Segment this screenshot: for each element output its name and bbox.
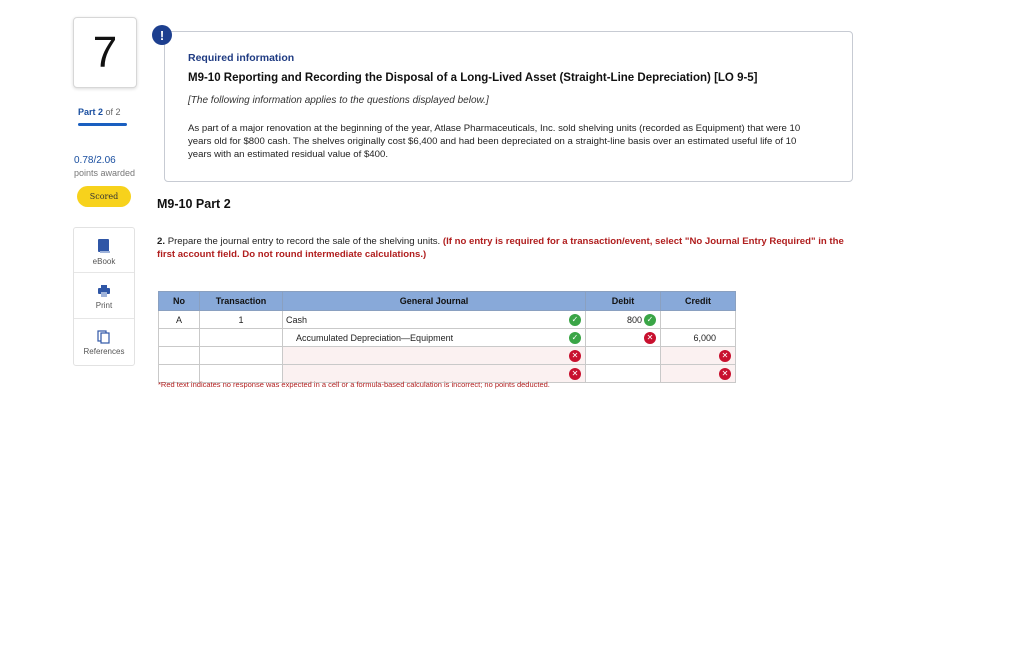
header-no: No	[159, 292, 200, 311]
header-general-journal: General Journal	[283, 292, 586, 311]
part-label-suffix: of 2	[105, 107, 121, 117]
table-row	[159, 311, 736, 329]
account-select[interactable]	[283, 347, 586, 365]
credit-input[interactable]	[661, 311, 736, 329]
references-button[interactable]	[74, 330, 134, 356]
question-number: 7	[73, 17, 137, 88]
cross-icon: ✕	[644, 332, 656, 344]
points-value: 0.78/2.06	[74, 155, 116, 166]
cross-icon: ✕	[719, 350, 731, 362]
part-label-prefix: Part 2	[78, 107, 104, 117]
debit-input[interactable]	[586, 347, 661, 365]
red-text-footnote: *Red text indicates no response was expected in a cell or a formula-based calculation is incorrect; no points deducted.	[158, 380, 550, 389]
alert-icon: !	[152, 25, 172, 45]
account-name: Cash	[286, 315, 308, 325]
printer-icon	[97, 284, 111, 298]
question-text: Prepare the journal entry to record the sale of the shelving units.	[167, 236, 441, 247]
check-icon: ✓	[569, 332, 581, 344]
required-information-heading: Required information	[188, 52, 295, 64]
credit-value: 6,000	[693, 333, 716, 343]
row-no	[159, 347, 200, 365]
applies-note: [The following information applies to the questions displayed below.]	[188, 95, 489, 106]
scored-badge: Scored	[77, 186, 131, 207]
credit-input[interactable]	[661, 329, 736, 347]
check-icon: ✓	[569, 314, 581, 326]
part-progress-bar	[78, 123, 127, 126]
journal-header-row	[159, 292, 736, 311]
header-transaction: Transaction	[200, 292, 283, 311]
row-no	[159, 329, 200, 347]
credit-input[interactable]	[661, 365, 736, 383]
row-no: A	[159, 311, 200, 329]
table-row	[159, 329, 736, 347]
tools-divider	[74, 272, 134, 273]
print-label: Print	[95, 301, 113, 310]
debit-input[interactable]	[586, 365, 661, 383]
references-label: References	[83, 347, 125, 356]
tools-panel	[73, 227, 135, 366]
row-transaction	[200, 329, 283, 347]
account-select[interactable]	[283, 329, 586, 347]
tools-divider	[74, 318, 134, 319]
debit-input[interactable]	[586, 311, 661, 329]
row-transaction	[200, 347, 283, 365]
question-number-inline: 2.	[157, 236, 166, 247]
check-icon: ✓	[644, 314, 656, 326]
debit-input[interactable]	[586, 329, 661, 347]
part-heading: M9-10 Part 2	[157, 197, 231, 211]
documents-icon	[97, 330, 111, 344]
row-transaction: 1	[200, 311, 283, 329]
account-select[interactable]	[283, 311, 586, 329]
book-icon	[97, 238, 111, 254]
part-indicator	[78, 107, 121, 117]
cross-icon: ✕	[719, 368, 731, 380]
points-label: points awarded	[74, 168, 136, 178]
credit-input[interactable]	[661, 347, 736, 365]
debit-value: 800	[626, 315, 642, 325]
question-instruction: (If no entry is required for a transaction/event, select "No Journal Entry Required" in the first account field. Do not round intermediate calculations.)	[157, 236, 844, 260]
question-prompt	[157, 235, 857, 261]
problem-title: M9-10 Reporting and Recording the Disposal of a Long-Lived Asset (Straight-Line Depreciation) [LO 9-5]	[188, 72, 758, 84]
problem-description: As part of a major renovation at the beginning of the year, Atlase Pharmaceuticals, Inc. sold shelving units (recorded as Equipment) that were 10 years old for $800 cash. The shelves originally cost $6,400 and had been depreciated on a straight-line basis over an estimated useful life of 10 years with an estimated residual value of $400.	[188, 123, 801, 160]
print-button[interactable]	[74, 284, 134, 310]
ebook-label: eBook	[92, 257, 116, 266]
account-name: Accumulated Depreciation—Equipment	[296, 333, 454, 343]
ebook-button[interactable]	[74, 238, 134, 266]
cross-icon: ✕	[569, 350, 581, 362]
header-debit: Debit	[586, 292, 661, 311]
cross-icon: ✕	[569, 368, 581, 380]
table-row	[159, 347, 736, 365]
required-information-box	[164, 31, 853, 182]
journal-table	[158, 291, 736, 383]
header-credit: Credit	[661, 292, 736, 311]
